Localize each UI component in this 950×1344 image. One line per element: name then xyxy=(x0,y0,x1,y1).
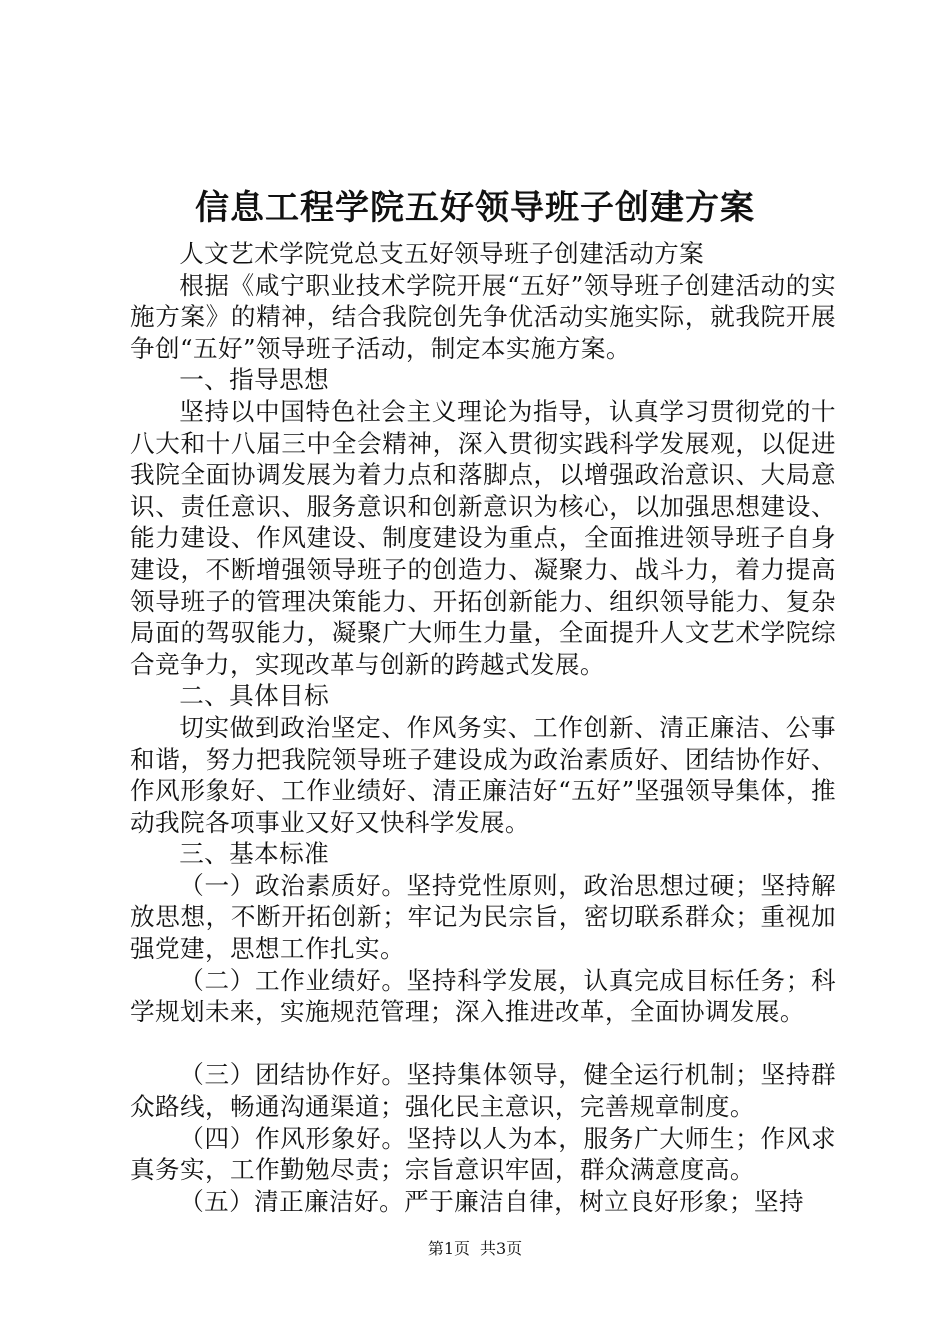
standard-item-3: （三）团结协作好。坚持集体领导，健全运行机制；坚持群众路线，畅通沟通渠道；强化民主意识，完善规章制度。 xyxy=(130,1060,836,1122)
specific-goals-paragraph: 切实做到政治坚定、作风务实、工作创新、清正廉洁、公事和谐，努力把我院领导班子建设成为政治素质好、团结协作好、作风形象好、工作业绩好、清正廉洁好“五好”坚强领导集体，推动我院各项事业又好又快科学发展。 xyxy=(130,712,836,837)
section-heading-guiding-thought: 一、指导思想 xyxy=(179,365,330,395)
intro-paragraph: 根据《咸宁职业技术学院开展“五好”领导班子创建活动的实施方案》的精神，结合我院创先争优活动实施实际，就我院开展争创“五好”领导班子活动，制定本实施方案。 xyxy=(130,270,836,363)
standard-item-4: （四）作风形象好。坚持以人为本，服务广大师生；作风求真务实，工作勤勉尽责；宗旨意识牢固，群众满意度高。 xyxy=(130,1123,836,1185)
guiding-thought-paragraph: 坚持以中国特色社会主义理论为指导，认真学习贯彻党的十八大和十八届三中全会精神，深入贯彻实践科学发展观，以促进我院全面协调发展为着力点和落脚点，以增强政治意识、大局意识、责任意识、服务意识和创新意识为核心，以加强思想建设、能力建设、作风建设、制度建设为重点，全面推进领导班子自身建设，不断增强领导班子的创造力、凝聚力、战斗力，着力提高领导班子的管理决策能力、开拓创新能力、组织领导能力、复杂局面的驾驭能力，凝聚广大师生力量，全面提升人文艺术学院综合竞争力，实现改革与创新的跨越式发展。 xyxy=(130,396,836,679)
standard-item-5: （五）清正廉洁好。严于廉洁自律，树立良好形象；坚持 xyxy=(179,1186,805,1216)
document-title: 信息工程学院五好领导班子创建方案 xyxy=(195,188,755,228)
standard-item-1: （一）政治素质好。坚持党性原则，政治思想过硬；坚持解放思想，不断开拓创新；牢记为民宗旨，密切联系群众；重视加强党建，思想工作扎实。 xyxy=(130,870,836,964)
document-subtitle: 人文艺术学院党总支五好领导班子创建活动方案 xyxy=(179,239,705,268)
document-body xyxy=(130,238,836,1217)
page-footer xyxy=(0,1238,950,1260)
standard-item-2: （二）工作业绩好。坚持科学发展，认真完成目标任务；科学规划未来，实施规范管理；深入推进改革，全面协调发展。 xyxy=(130,965,836,1027)
page-total: 共3页 xyxy=(480,1239,523,1258)
section-heading-basic-standards: 三、基本标准 xyxy=(179,839,330,869)
page-number: 第1页 xyxy=(427,1239,470,1258)
section-heading-specific-goals: 二、具体目标 xyxy=(179,681,330,711)
